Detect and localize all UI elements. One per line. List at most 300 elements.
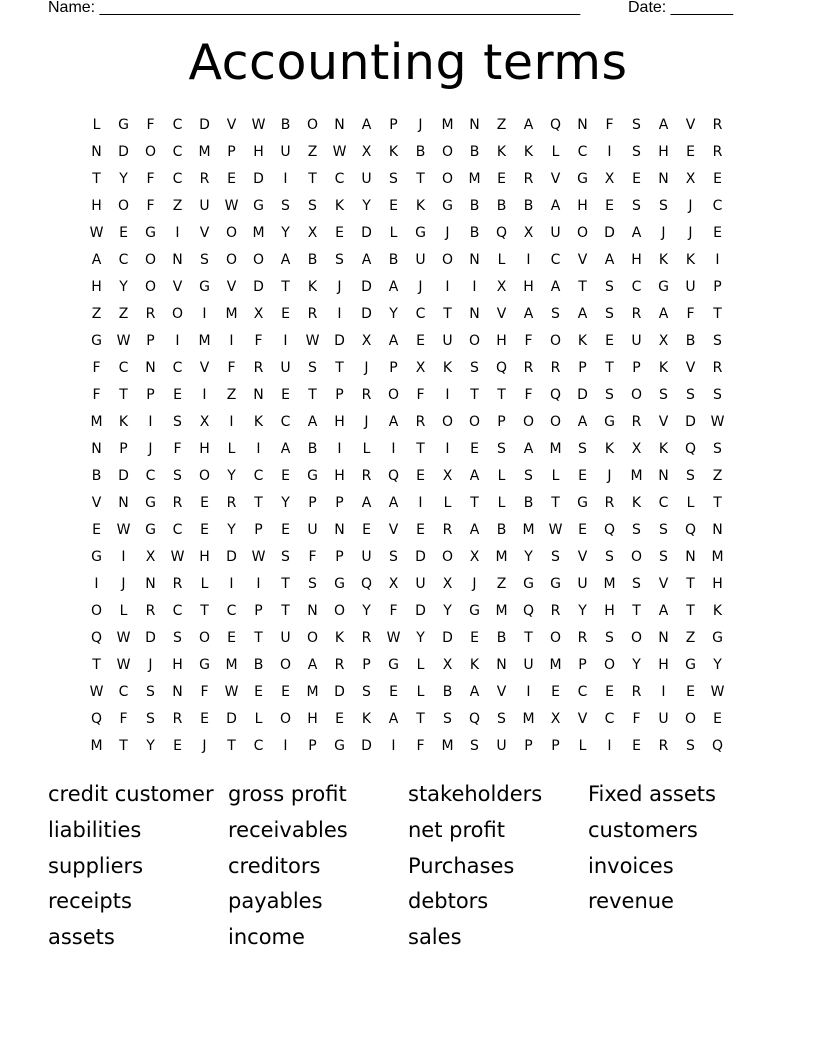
grid-letter: W	[116, 657, 131, 673]
grid-letter: X	[469, 549, 480, 565]
grid-letter: Z	[496, 576, 507, 592]
grid-letter: N	[172, 684, 183, 700]
grid-letter: E	[389, 684, 398, 700]
grid-letter: Y	[281, 225, 290, 241]
grid-letter: Y	[713, 657, 722, 673]
grid-letter: W	[170, 549, 185, 565]
grid-letter: S	[578, 441, 587, 457]
grid-letter: P	[335, 549, 344, 565]
word-list-item: credit customer	[48, 782, 214, 806]
grid-letter: B	[496, 630, 507, 646]
grid-letter: T	[335, 360, 344, 376]
grid-letter: F	[605, 117, 614, 133]
grid-letter: X	[415, 360, 426, 376]
grid-letter: I	[256, 441, 261, 457]
grid-letter: S	[632, 198, 641, 214]
grid-letter: T	[416, 441, 425, 457]
grid-letter: T	[551, 495, 560, 511]
grid-row	[83, 598, 733, 625]
grid-letter: P	[524, 738, 533, 754]
grid-letter: Y	[119, 171, 128, 187]
grid-letter: R	[523, 171, 534, 187]
grid-letter: G	[334, 576, 345, 592]
grid-letter: C	[631, 279, 642, 295]
grid-letter: Y	[227, 522, 236, 538]
grid-letter: A	[388, 495, 399, 511]
grid-letter: C	[172, 603, 183, 619]
grid-letter: X	[685, 171, 696, 187]
word-list-item: gross profit	[228, 782, 347, 806]
grid-letter: G	[334, 738, 345, 754]
page-title: Accounting terms	[188, 34, 628, 91]
grid-letter: H	[91, 198, 102, 214]
grid-letter: Y	[578, 603, 587, 619]
grid-letter: R	[361, 630, 372, 646]
word-list-item: revenue	[588, 889, 674, 914]
grid-letter: T	[254, 630, 263, 646]
grid-letter: Y	[632, 657, 641, 673]
grid-letter: S	[605, 549, 614, 565]
grid-letter: R	[172, 576, 183, 592]
grid-letter: P	[227, 144, 236, 160]
grid-letter: T	[92, 171, 101, 187]
grid-letter: P	[389, 360, 398, 376]
grid-row	[83, 328, 733, 355]
grid-letter: T	[119, 387, 128, 403]
grid-letter: R	[442, 522, 453, 538]
grid-letter: S	[686, 387, 695, 403]
grid-letter: F	[524, 387, 533, 403]
grid-letter: O	[603, 657, 616, 673]
grid-letter: E	[632, 171, 641, 187]
grid-letter: U	[523, 657, 534, 673]
grid-letter: E	[335, 225, 344, 241]
word-list	[48, 778, 768, 957]
grid-letter: R	[550, 360, 561, 376]
word-list-item: assets	[48, 925, 115, 950]
grid-letter: O	[225, 225, 238, 241]
grid-letter: K	[577, 333, 588, 349]
grid-letter: D	[199, 117, 210, 133]
grid-letter: M	[468, 171, 481, 187]
grid-letter: E	[227, 171, 236, 187]
grid-letter: F	[227, 360, 236, 376]
grid-letter: W	[116, 522, 131, 538]
grid-letter: L	[551, 144, 560, 160]
grid-letter: B	[523, 495, 534, 511]
grid-letter: Q	[711, 738, 724, 754]
grid-letter: S	[713, 387, 722, 403]
grid-letter: H	[496, 333, 507, 349]
grid-letter: O	[630, 630, 643, 646]
grid-letter: D	[604, 225, 615, 241]
grid-letter: P	[389, 117, 398, 133]
grid-letter: J	[688, 225, 693, 241]
grid-letter: J	[445, 225, 450, 241]
grid-letter: G	[253, 198, 264, 214]
grid-letter: X	[442, 657, 453, 673]
grid-letter: A	[604, 252, 615, 268]
grid-letter: Z	[118, 306, 129, 322]
grid-letter: V	[496, 306, 507, 322]
date-label: Date: _______	[628, 0, 733, 16]
grid-letter: N	[469, 306, 480, 322]
grid-letter: F	[308, 549, 317, 565]
grid-letter: G	[442, 198, 453, 214]
grid-letter: P	[146, 333, 155, 349]
grid-letter: I	[121, 549, 126, 565]
grid-letter: E	[578, 468, 587, 484]
grid-letter: E	[686, 684, 695, 700]
grid-letter: B	[496, 522, 507, 538]
grid-letter: G	[712, 630, 723, 646]
grid-letter: H	[199, 441, 210, 457]
grid-letter: A	[523, 441, 534, 457]
grid-letter: B	[496, 198, 507, 214]
grid-letter: T	[281, 603, 290, 619]
grid-letter: U	[415, 576, 426, 592]
grid-letter: S	[686, 738, 695, 754]
grid-letter: Y	[416, 630, 425, 646]
grid-letter: B	[442, 684, 453, 700]
word-list-item: net profit	[408, 817, 505, 842]
grid-letter: N	[172, 252, 183, 268]
grid-letter: O	[630, 387, 643, 403]
grid-letter: D	[334, 333, 345, 349]
grid-letter: Q	[360, 576, 373, 592]
grid-letter: E	[335, 711, 344, 727]
grid-letter: R	[712, 117, 723, 133]
grid-letter: D	[685, 414, 696, 430]
grid-letter: Y	[146, 738, 155, 754]
grid-letter: I	[391, 441, 396, 457]
grid-letter: S	[281, 549, 290, 565]
grid-row	[83, 463, 733, 490]
grid-letter: P	[254, 603, 263, 619]
grid-letter: C	[550, 252, 561, 268]
grid-row	[83, 652, 733, 679]
grid-letter: E	[713, 225, 722, 241]
grid-letter: A	[658, 306, 669, 322]
grid-letter: I	[445, 441, 450, 457]
grid-letter: X	[361, 333, 372, 349]
grid-letter: F	[173, 441, 182, 457]
grid-letter: R	[253, 360, 264, 376]
grid-letter: S	[497, 711, 506, 727]
grid-letter: G	[91, 333, 102, 349]
grid-letter: G	[577, 171, 588, 187]
grid-letter: P	[551, 738, 560, 754]
grid-letter: O	[441, 144, 454, 160]
grid-letter: F	[92, 360, 101, 376]
grid-letter: S	[335, 252, 344, 268]
grid-letter: S	[173, 414, 182, 430]
grid-letter: G	[685, 657, 696, 673]
grid-letter: T	[227, 738, 236, 754]
grid-letter: M	[603, 576, 616, 592]
word-list-item: invoices	[588, 853, 674, 878]
grid-letter: C	[145, 468, 156, 484]
grid-letter: N	[658, 171, 669, 187]
grid-letter: X	[550, 711, 561, 727]
grid-letter: E	[686, 144, 695, 160]
grid-letter: A	[361, 495, 372, 511]
grid-letter: A	[388, 711, 399, 727]
grid-letter: K	[604, 441, 615, 457]
grid-letter: R	[415, 414, 426, 430]
grid-letter: O	[225, 252, 238, 268]
grid-letter: Y	[227, 468, 236, 484]
grid-letter: F	[389, 603, 398, 619]
grid-letter: N	[118, 495, 129, 511]
grid-letter: S	[605, 306, 614, 322]
grid-letter: I	[256, 576, 261, 592]
grid-letter: N	[712, 522, 723, 538]
grid-letter: G	[145, 495, 156, 511]
grid-letter: P	[254, 522, 263, 538]
grid-letter: I	[229, 576, 234, 592]
grid-letter: N	[496, 657, 507, 673]
grid-letter: Q	[90, 630, 103, 646]
grid-letter: K	[496, 144, 507, 160]
grid-letter: U	[442, 333, 453, 349]
grid-letter: O	[333, 603, 346, 619]
grid-letter: E	[416, 333, 425, 349]
grid-letter: A	[469, 684, 480, 700]
grid-letter: K	[685, 252, 696, 268]
grid-letter: C	[577, 144, 588, 160]
grid-letter: A	[658, 117, 669, 133]
grid-letter: O	[441, 549, 454, 565]
grid-letter: X	[307, 225, 318, 241]
grid-letter: F	[200, 684, 209, 700]
grid-letter: O	[549, 333, 562, 349]
grid-letter: S	[362, 684, 371, 700]
grid-letter: R	[145, 603, 156, 619]
grid-letter: O	[576, 225, 589, 241]
grid-letter: M	[495, 603, 508, 619]
grid-letter: T	[605, 360, 614, 376]
grid-letter: I	[418, 495, 423, 511]
grid-letter: C	[172, 360, 183, 376]
grid-letter: Q	[603, 522, 616, 538]
grid-letter: M	[549, 657, 562, 673]
grid-letter: A	[523, 306, 534, 322]
grid-letter: R	[631, 306, 642, 322]
grid-letter: O	[387, 387, 400, 403]
grid-letter: D	[226, 711, 237, 727]
grid-letter: T	[308, 171, 317, 187]
grid-letter: R	[199, 171, 210, 187]
grid-letter: T	[281, 576, 290, 592]
grid-letter: U	[658, 711, 669, 727]
grid-letter: E	[470, 441, 479, 457]
grid-letter: E	[92, 522, 101, 538]
grid-letter: X	[604, 171, 615, 187]
grid-letter: J	[364, 360, 369, 376]
grid-letter: E	[173, 738, 182, 754]
grid-letter: D	[361, 738, 372, 754]
grid-row	[83, 220, 733, 247]
grid-letter: G	[199, 279, 210, 295]
grid-letter: U	[361, 171, 372, 187]
grid-letter: H	[172, 657, 183, 673]
grid-letter: X	[658, 333, 669, 349]
grid-letter: P	[713, 279, 722, 295]
grid-row	[83, 409, 733, 436]
grid-letter: T	[443, 306, 452, 322]
grid-letter: M	[306, 684, 319, 700]
grid-letter: F	[146, 171, 155, 187]
grid-letter: N	[685, 549, 696, 565]
grid-letter: Y	[389, 306, 398, 322]
grid-letter: S	[659, 198, 668, 214]
grid-letter: R	[307, 306, 318, 322]
grid-letter: O	[279, 711, 292, 727]
grid-letter: P	[308, 738, 317, 754]
word-list-item: Fixed assets	[588, 782, 716, 806]
grid-letter: Q	[495, 360, 508, 376]
grid-row	[83, 301, 733, 328]
grid-row	[83, 544, 733, 571]
grid-letter: K	[415, 198, 426, 214]
grid-letter: V	[577, 252, 588, 268]
grid-letter: S	[470, 360, 479, 376]
grid-letter: H	[199, 549, 210, 565]
grid-letter: S	[659, 522, 668, 538]
grid-letter: E	[119, 225, 128, 241]
name-date-header	[48, 0, 748, 18]
grid-letter: B	[685, 333, 696, 349]
grid-letter: E	[416, 522, 425, 538]
grid-letter: H	[334, 414, 345, 430]
grid-letter: V	[658, 414, 669, 430]
grid-letter: V	[550, 171, 561, 187]
grid-letter: N	[577, 117, 588, 133]
word-list-item: receipts	[48, 889, 132, 914]
grid-letter: S	[605, 279, 614, 295]
grid-letter: G	[199, 657, 210, 673]
grid-letter: R	[658, 738, 669, 754]
grid-letter: K	[658, 252, 669, 268]
grid-letter: U	[280, 144, 291, 160]
grid-letter: V	[577, 549, 588, 565]
grid-letter: N	[91, 441, 102, 457]
grid-letter: Q	[495, 225, 508, 241]
grid-letter: U	[307, 522, 318, 538]
grid-letter: R	[172, 711, 183, 727]
grid-letter: E	[281, 387, 290, 403]
grid-letter: I	[715, 252, 720, 268]
grid-letter: E	[281, 306, 290, 322]
grid-letter: K	[361, 711, 372, 727]
grid-letter: X	[631, 441, 642, 457]
grid-letter: D	[361, 225, 372, 241]
grid-letter: E	[713, 711, 722, 727]
grid-letter: Z	[712, 468, 723, 484]
grid-letter: F	[416, 387, 425, 403]
grid-row	[83, 274, 733, 301]
grid-letter: W	[386, 630, 401, 646]
grid-letter: S	[470, 738, 479, 754]
grid-letter: A	[388, 414, 399, 430]
grid-letter: C	[172, 171, 183, 187]
grid-letter: R	[361, 387, 372, 403]
grid-letter: H	[334, 468, 345, 484]
grid-letter: E	[200, 522, 209, 538]
grid-letter: K	[469, 657, 480, 673]
grid-letter: M	[225, 657, 238, 673]
grid-row	[83, 706, 733, 733]
grid-letter: M	[522, 522, 535, 538]
grid-letter: E	[605, 333, 614, 349]
grid-letter: G	[415, 225, 426, 241]
grid-letter: E	[632, 738, 641, 754]
grid-letter: Q	[522, 603, 535, 619]
grid-letter: S	[686, 468, 695, 484]
grid-letter: V	[685, 117, 696, 133]
grid-letter: S	[443, 711, 452, 727]
grid-letter: G	[388, 657, 399, 673]
grid-letter: U	[577, 576, 588, 592]
grid-letter: O	[468, 414, 481, 430]
grid-letter: W	[89, 225, 104, 241]
grid-letter: O	[90, 603, 103, 619]
grid-letter: R	[712, 144, 723, 160]
grid-letter: E	[200, 495, 209, 511]
grid-letter: A	[577, 414, 588, 430]
grid-letter: P	[578, 360, 587, 376]
grid-letter: I	[337, 306, 342, 322]
grid-letter: G	[523, 576, 534, 592]
grid-letter: P	[335, 495, 344, 511]
grid-letter: X	[145, 549, 156, 565]
grid-letter: K	[631, 495, 642, 511]
grid-row	[83, 139, 733, 166]
grid-letter: A	[91, 252, 102, 268]
grid-letter: D	[334, 684, 345, 700]
grid-letter: G	[658, 279, 669, 295]
grid-letter: S	[659, 549, 668, 565]
grid-letter: I	[283, 333, 288, 349]
grid-row	[83, 625, 733, 652]
grid-row	[83, 193, 733, 220]
grid-letter: T	[119, 738, 128, 754]
grid-letter: H	[604, 603, 615, 619]
word-list-item: suppliers	[48, 853, 144, 878]
grid-letter: P	[146, 387, 155, 403]
grid-letter: L	[254, 711, 263, 727]
grid-letter: V	[199, 360, 210, 376]
grid-letter: O	[198, 630, 211, 646]
grid-letter: U	[496, 738, 507, 754]
grid-letter: I	[283, 738, 288, 754]
grid-letter: W	[116, 630, 131, 646]
grid-letter: Z	[307, 144, 318, 160]
grid-row	[83, 733, 733, 760]
grid-letter: O	[171, 306, 184, 322]
grid-letter: M	[495, 549, 508, 565]
grid-letter: B	[91, 468, 102, 484]
grid-letter: B	[307, 441, 318, 457]
grid-letter: J	[148, 441, 153, 457]
grid-letter: O	[279, 657, 292, 673]
grid-letter: D	[118, 468, 129, 484]
grid-letter: J	[472, 576, 477, 592]
grid-letter: Q	[549, 117, 562, 133]
grid-letter: M	[441, 738, 454, 754]
grid-letter: X	[496, 279, 507, 295]
